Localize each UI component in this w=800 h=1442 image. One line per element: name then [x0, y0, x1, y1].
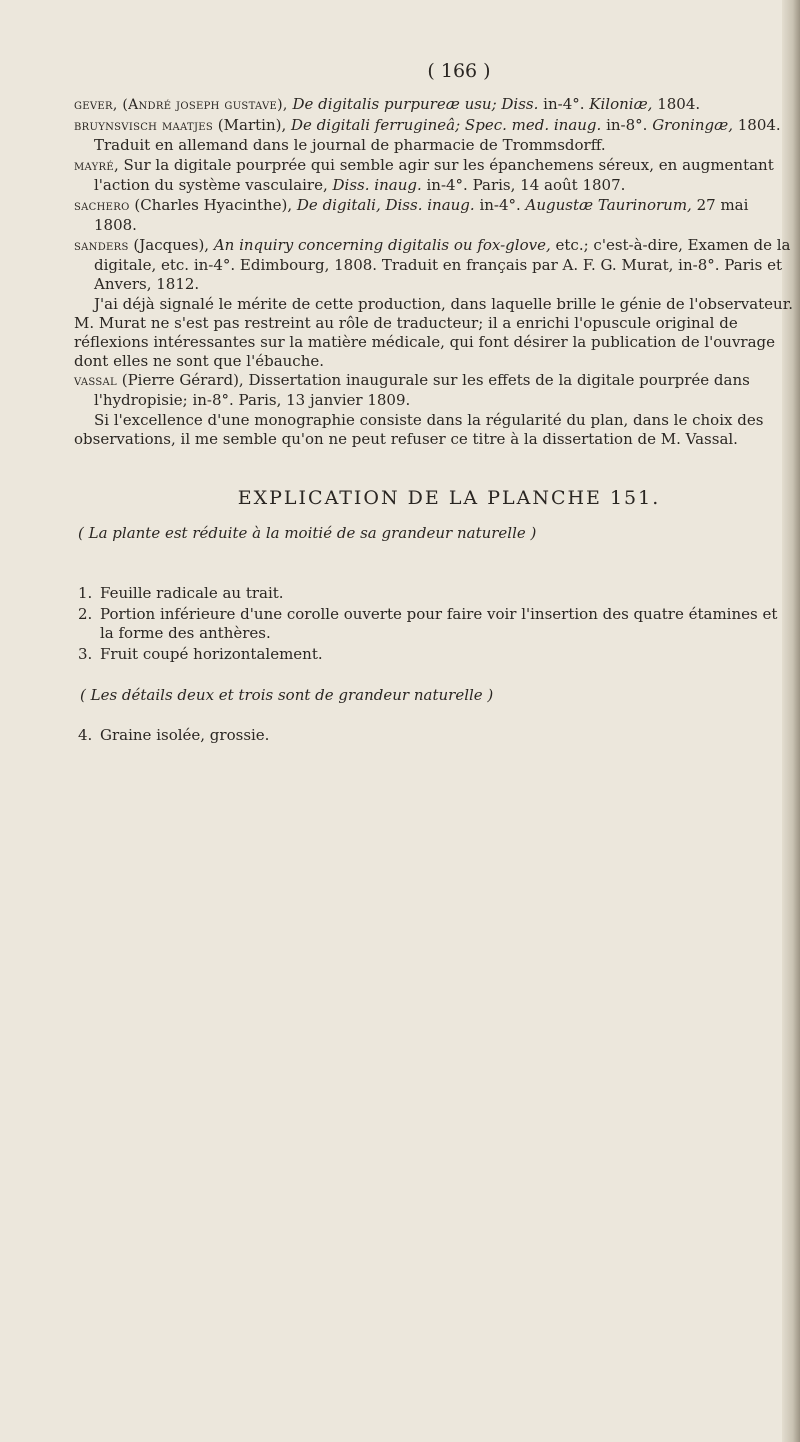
author-name: vassal [74, 373, 117, 389]
entry-details: (Pierre Gérard), Dissertation inaugurale sur les effets de la digitale pourprée dans l'hydropisie; in-8°. Paris, 13 janvier 1809. [94, 371, 750, 409]
item-number: 1. [78, 584, 93, 602]
details-scale-note: ( Les détails deux et trois sont de grandeur naturelle ) [80, 686, 494, 704]
entry-details: in-4°. Paris, 14 août 1807. [421, 176, 626, 194]
entry-details: in-4°. [538, 95, 590, 113]
scale-note: ( La plante est réduite à la moitié de sa grandeur naturelle ) [78, 524, 537, 542]
plate-item [78, 605, 794, 643]
work-title: De digitalis purpureæ usu; Diss. [292, 95, 539, 113]
entry-details: in-4°. [474, 196, 526, 214]
bibliography-entry-mayre [74, 156, 794, 195]
document-page [74, 62, 794, 745]
entry-subject: , Sur la digitale pourprée qui semble agir sur les épanchemens séreux, en augmentant l'action du système vasculaire, [94, 156, 774, 194]
section-heading: EXPLICATION DE LA PLANCHE 151. [237, 487, 661, 509]
bibliography-list [74, 95, 794, 449]
author-name: sachero [74, 198, 130, 214]
work-title: Diss. inaug. [332, 176, 422, 194]
work-place: Kiloniæ, [589, 95, 653, 113]
item-text: Portion inférieure d'une corolle ouverte pour faire voir l'insertion des quatre étamines et la forme des anthères. [100, 605, 778, 642]
item-text: Fruit coupé horizontalement. [100, 645, 323, 663]
author-name: sanders [74, 238, 129, 254]
work-place: Augustæ Taurinorum, [525, 196, 692, 214]
bibliography-entry-geyger [74, 95, 794, 115]
entry-details-end: 1804. [652, 95, 701, 113]
work-title: An inquiry concerning digitalis ou fox-glove, [213, 236, 551, 254]
author-firstname: (Charles Hyacinthe), [129, 196, 297, 214]
author-name: bruynsvisch maatjes [74, 118, 214, 134]
item-number: 3. [78, 645, 93, 663]
entry-details: in-8°. [601, 116, 653, 134]
bibliography-entry-bruynsvisch [74, 116, 794, 155]
plate-items-list [78, 584, 794, 664]
item-number: 2. [78, 605, 93, 623]
author-name: gever, (André joseph gustave), [74, 97, 288, 113]
entry-details-end: 27 mai 1808. [94, 196, 749, 234]
work-title: De digitali, Diss. inaug. [296, 196, 475, 214]
plate-item [78, 584, 794, 603]
item-text: Feuille radicale au trait. [100, 584, 284, 602]
bibliography-entry-sanders [74, 236, 794, 294]
item-text: Graine isolée, grossie. [100, 726, 270, 744]
plate-item [78, 645, 794, 664]
work-title: De digitali ferrugineâ; Spec. med. inaug. [291, 116, 602, 134]
plate-item [78, 726, 794, 745]
bibliography-entry-vassal [74, 371, 794, 410]
commentary-paragraph: J'ai déjà signalé le mérite de cette production, dans laquelle brille le génie de l'observateur. M. Murat ne s'est pas restreint au rôle de traducteur; il a enrichi l'opuscule original de réflexions intéressantes sur la matière médicale, qui font désirer la publication de l'ouvrage dont elles ne sont que l'ébauche. [74, 295, 794, 370]
entry-details: etc.; c'est-à-dire, Examen de la digitale, etc. in-4°. Edimbourg, 1808. Traduit en français par A. F. G. Murat, in-8°. Paris et Anvers, 1812. [94, 236, 791, 293]
author-firstname: (Martin), [213, 116, 291, 134]
author-name: mayré [74, 158, 114, 174]
page-number: ( 166 ) [427, 60, 491, 82]
item-number: 4. [78, 726, 93, 744]
work-place: Groningæ, [652, 116, 733, 134]
bibliography-entry-sachero [74, 196, 794, 235]
commentary-paragraph-2: Si l'excellence d'une monographie consiste dans la régularité du plan, dans le choix des observations, il me semble qu'on ne peut refuser ce titre à la dissertation de M. Vassal. [74, 411, 764, 448]
entry-details-end: 1804. Traduit en allemand dans le journal de pharmacie de Trommsdorff. [94, 116, 781, 154]
author-firstname: (Jacques), [128, 236, 214, 254]
